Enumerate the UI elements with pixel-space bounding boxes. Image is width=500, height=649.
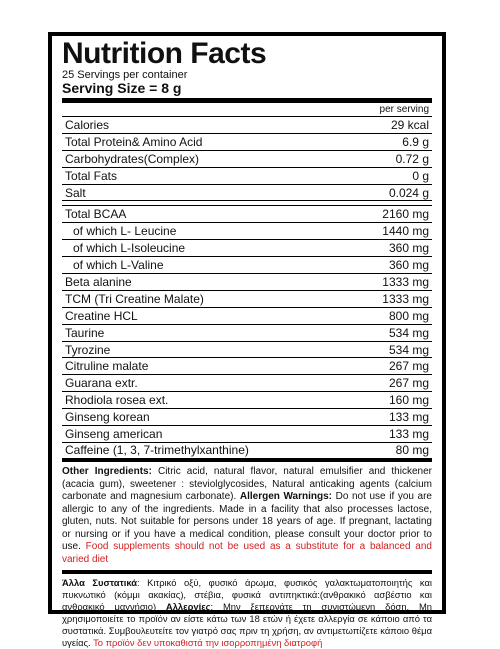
nutrient-value: 2160 mg xyxy=(382,207,429,222)
nutrient-table-actives xyxy=(62,206,432,461)
nutrient-value: 1333 mg xyxy=(382,274,429,289)
nutrition-facts-panel xyxy=(48,32,446,649)
nutrient-row xyxy=(62,443,432,462)
section-divider xyxy=(62,570,432,574)
diet-warning: Food supplements should not be used as a substitute for a balanced and varied diet xyxy=(62,541,432,566)
nutrient-name: Citruline malate xyxy=(65,359,149,374)
nutrient-value: 267 mg xyxy=(388,359,429,374)
greek-ingredients-block xyxy=(62,577,432,649)
greek-diet-warning: Το προϊόν δεν υποκαθιστά την ισορροπημένη διατροφή xyxy=(93,637,323,649)
allergen-warnings-label: Allergen Warnings: xyxy=(239,491,332,503)
nutrient-value: 133 mg xyxy=(388,410,429,425)
nutrient-value: 0.72 g xyxy=(395,151,429,166)
nutrient-name: Creatine HCL xyxy=(65,308,138,323)
nutrient-row xyxy=(62,185,432,202)
nutrient-row xyxy=(62,308,432,325)
panel-title: Nutrition Facts xyxy=(62,37,267,70)
nutrient-value: 6.9 g xyxy=(402,134,429,149)
nutrient-row xyxy=(62,409,432,426)
serving-size: Serving Size = 8 g xyxy=(62,81,432,103)
nutrient-value: 29 kcal xyxy=(390,117,429,132)
nutrient-row xyxy=(62,392,432,409)
nutrient-name: of which L-Isoleucine xyxy=(73,241,186,256)
nutrient-value: 133 mg xyxy=(388,426,429,441)
nutrient-value: 534 mg xyxy=(388,342,429,357)
nutrient-name: of which L-Valine xyxy=(73,258,164,273)
nutrient-name: Salt xyxy=(65,185,86,200)
nutrient-name: Ginseng korean xyxy=(65,410,150,425)
nutrient-value: 534 mg xyxy=(388,325,429,340)
nutrient-row xyxy=(62,375,432,392)
nutrient-row xyxy=(62,117,432,134)
other-ingredients-label: Other Ingredients: xyxy=(62,465,152,477)
nutrient-value: 0 g xyxy=(412,168,429,183)
nutrient-row xyxy=(62,151,432,168)
nutrient-value: 800 mg xyxy=(388,308,429,323)
greek-ingredients-text: : Κιτρικό οξύ, φυσικό άρωμα, φυσικός γαλακτωματοποιητής και πυκνωτικό (κόμμι ακακίας), στέβια, φυσικά αντιπηκτικά:(ανθρακικό ασβέστιο και ανθρακικό μαγνήσιο) xyxy=(62,576,432,612)
nutrient-row xyxy=(62,342,432,359)
nutrient-name: Total BCAA xyxy=(65,207,127,222)
greek-ingredients-label: Άλλα Συστατικά xyxy=(62,576,138,588)
nutrient-name: Ginseng american xyxy=(65,426,163,441)
nutrient-value: 1440 mg xyxy=(382,224,429,239)
nutrient-row xyxy=(62,257,432,274)
nutrient-row xyxy=(62,168,432,185)
nutrient-row xyxy=(62,274,432,291)
nutrient-value: 1333 mg xyxy=(382,291,429,306)
nutrient-name: Total Protein& Amino Acid xyxy=(65,134,203,149)
nutrient-name: Rhodiola rosea ext. xyxy=(65,393,169,408)
nutrient-row xyxy=(62,358,432,375)
other-ingredients-text: Citric acid, natural flavor, natural emulsifier and thickener (acacia gum), sweetener : steviolglycosides, Natural anticaking agents (calcium carbonate and magnesium carbonate). xyxy=(62,465,432,503)
nutrient-name: of which L- Leucine xyxy=(73,224,177,239)
nutrient-value: 267 mg xyxy=(388,376,429,391)
nutrient-row xyxy=(62,426,432,443)
nutrient-row xyxy=(62,134,432,151)
nutrient-row xyxy=(62,240,432,257)
nutrient-name: TCM (Tri Creatine Malate) xyxy=(65,291,204,306)
nutrient-value: 360 mg xyxy=(388,258,429,273)
nutrient-name: Taurine xyxy=(65,325,105,340)
servings-per-container: 25 Servings per container xyxy=(62,69,188,81)
nutrient-name: Calories xyxy=(65,117,110,132)
nutrient-row xyxy=(62,206,432,223)
nutrient-value: 160 mg xyxy=(388,393,429,408)
nutrient-value: 0.024 g xyxy=(388,185,429,200)
nutrient-name: Caffeine (1, 3, 7-trimethylxanthine) xyxy=(65,443,249,458)
nutrient-name: Total Fats xyxy=(65,168,118,183)
nutrient-row xyxy=(62,325,432,342)
nutrient-table-basic xyxy=(62,117,432,201)
nutrient-name: Tyrozine xyxy=(65,342,111,357)
nutrient-name: Guarana extr. xyxy=(65,376,138,391)
nutrient-row xyxy=(62,291,432,308)
nutrient-name: Carbohydrates(Complex) xyxy=(65,151,200,166)
nutrient-name: Beta alanine xyxy=(65,274,132,289)
greek-allergen-text: : Μην ξεπερνάτε τη συνιστώμενη δόση. Μη χρησιμοποιείτε το προϊόν αν είστε κάτω των 18 ετών ή έχετε αλλεργία σε κάποιο από τα συστατικά. Συμβουλευτείτε τον γιατρό σας πριν τη χρήση, αν αντιμετωπίζετε κάποιο θέμα υγείας. xyxy=(62,600,432,649)
greek-allergen-label: Αλλεργίες xyxy=(165,600,211,612)
nutrient-value: 80 mg xyxy=(395,443,429,458)
english-ingredients-block xyxy=(62,466,432,567)
allergen-warnings-text: Do not use if you are allergic to any of the ingredients. Made in a facility that also processes lactose, gluten, nuts. Not suitable for persons under 18 years of age. If pregnant, lactating or nursing or if you have a medical condition, please consult your doctor prior to use. xyxy=(62,491,432,553)
nutrient-row xyxy=(62,223,432,240)
nutrient-value: 360 mg xyxy=(388,241,429,256)
per-serving-header: per serving xyxy=(62,103,432,117)
